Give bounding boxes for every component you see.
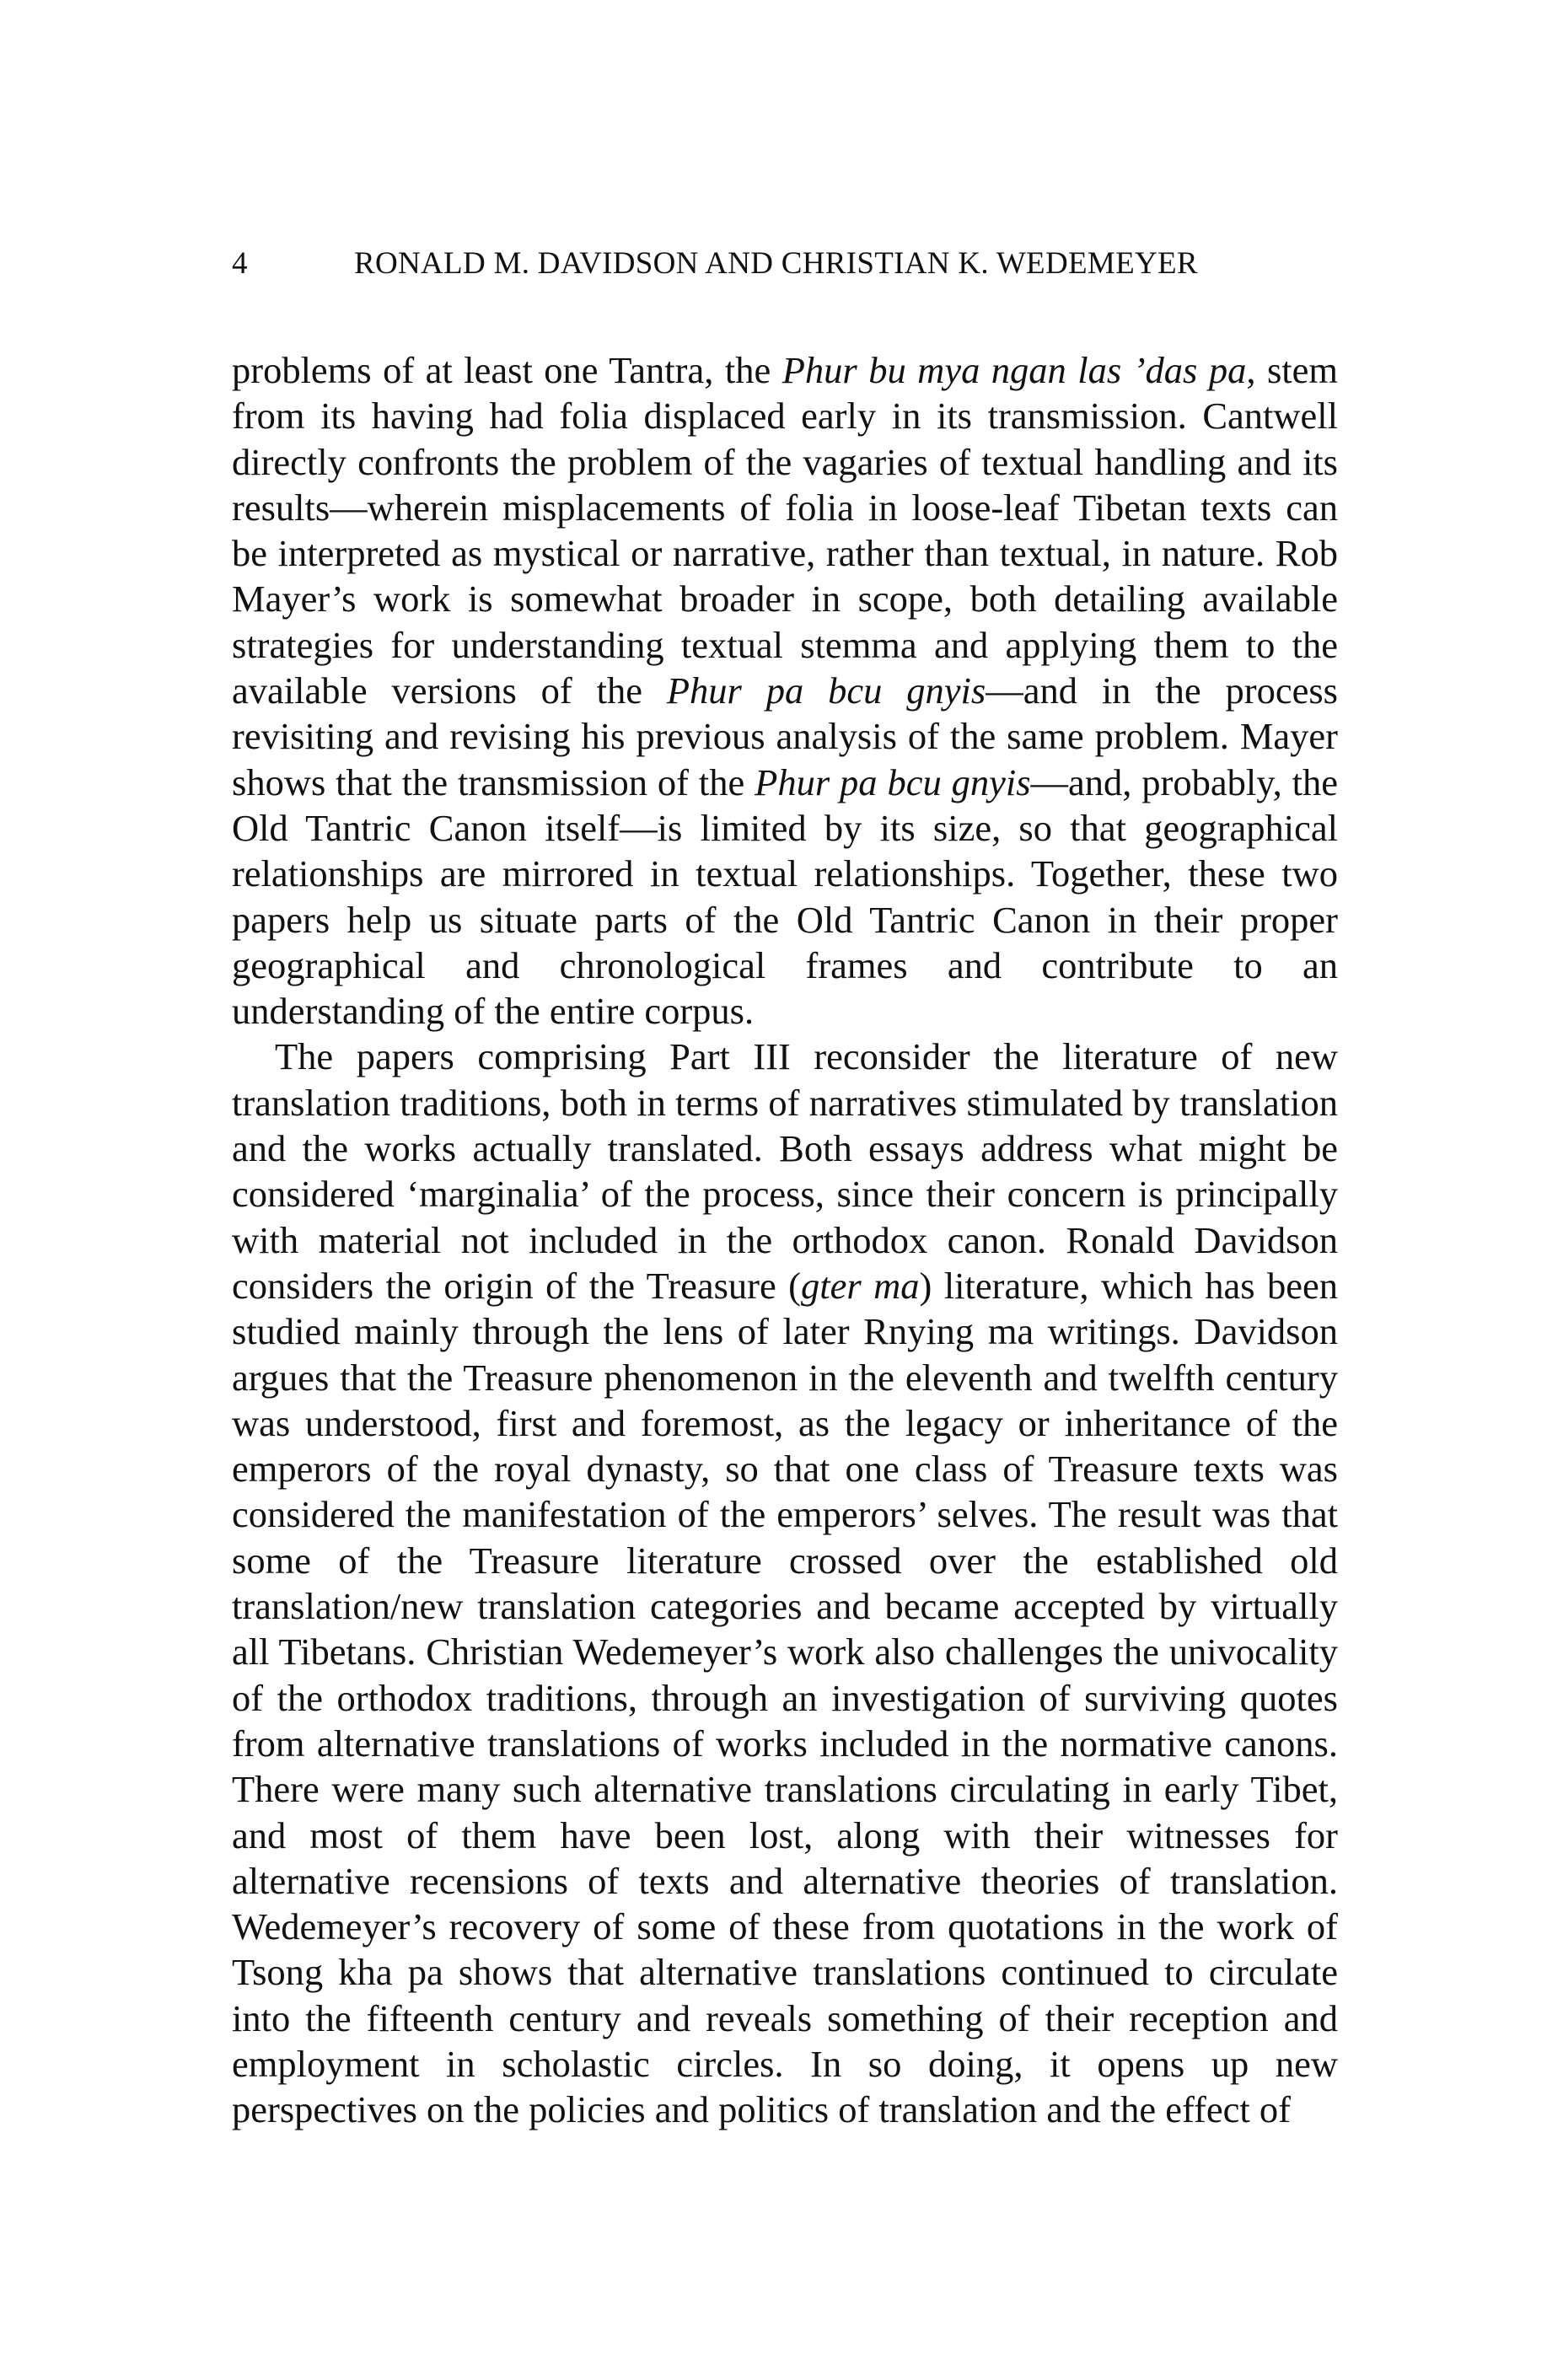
italic-title-text: Phur bu mya ngan las ’das pa (782, 349, 1247, 391)
text-run: The papers comprising Part III reconsider the literature of new translation traditions, both in terms of narratives stimulated by translation and the works actually translated. Both essays address what might be considered ‘marginalia’ of the process, since their concern is principally with material not included in the orthodox canon. Ronald Davidson considers the origin of the Treasure ( (232, 1035, 1338, 1307)
text-run: problems of at least one Tantra, the (232, 349, 782, 391)
body-text (232, 347, 1338, 2133)
italic-title-text: Phur pa bcu gnyis (755, 760, 1031, 803)
running-title: RONALD M. DAVIDSON AND CHRISTIAN K. WEDEMEYER (354, 246, 1198, 281)
text-run: , stem from its having had folia displaced early in its transmission. Cantwell directly confronts the problem of the vagaries of textual handling and its results—wherein misplacements of folia in loose-leaf Tibetan texts can be interpreted as mystical or narrative, rather than textual, in nature. Rob Mayer’s work is somewhat broader in scope, both detailing available strategies for understanding textual stemma and applying them to the available versions of the (232, 349, 1338, 712)
text-run: ) literature, which has been studied mainly through the lens of later Rnying ma writings. Davidson argues that the Treasure phenomenon in the eleventh and twelfth century was understood, first and foremost, as the legacy or inheritance of the emperors of the royal dynasty, so that one class of Treasure texts was considered the manifestation of the emperors’ selves. The result was that some of the Treasure literature crossed over the established old translation/new translation categories and became accepted by virtually all Tibetans. Christian Wedemeyer’s work also challenges the univocality of the orthodox traditions, through an investigation of surviving quotes from alternative translations of works included in the normative canons. There were many such alternative translations circulating in early Tibet, and most of them have been lost, along with their witnesses for alternative recensions of texts and alternative theories of translation. Wedemeyer’s recovery of some of these from quotations in the work of Tsong kha pa shows that alternative translations continued to circulate into the fifteenth century and reveals something of their reception and employment in scholastic circles. In so doing, it opens up new perspectives on the policies and politics of translation and the effect of (232, 1264, 1338, 2131)
text-run: —and, probably, the Old Tantric Canon itself—is limited by its size, so that geographical relationships are mirrored in textual relationships. Together, these two papers help us situate parts of the Old Tantric Canon in their proper geographical and chronological frames and contribute to an understanding of the entire corpus. (232, 760, 1338, 1033)
text-run: —and in the process revisiting and revising his previous analysis of the same problem. Mayer shows that the transmission of the (232, 669, 1339, 803)
page-number: 4 (232, 246, 248, 281)
paragraph (232, 1034, 1338, 2132)
italic-title-text: Phur pa bcu gnyis (666, 669, 986, 712)
paragraph (232, 347, 1338, 1034)
italic-title-text: gter ma (801, 1264, 920, 1307)
running-head (232, 243, 1336, 285)
